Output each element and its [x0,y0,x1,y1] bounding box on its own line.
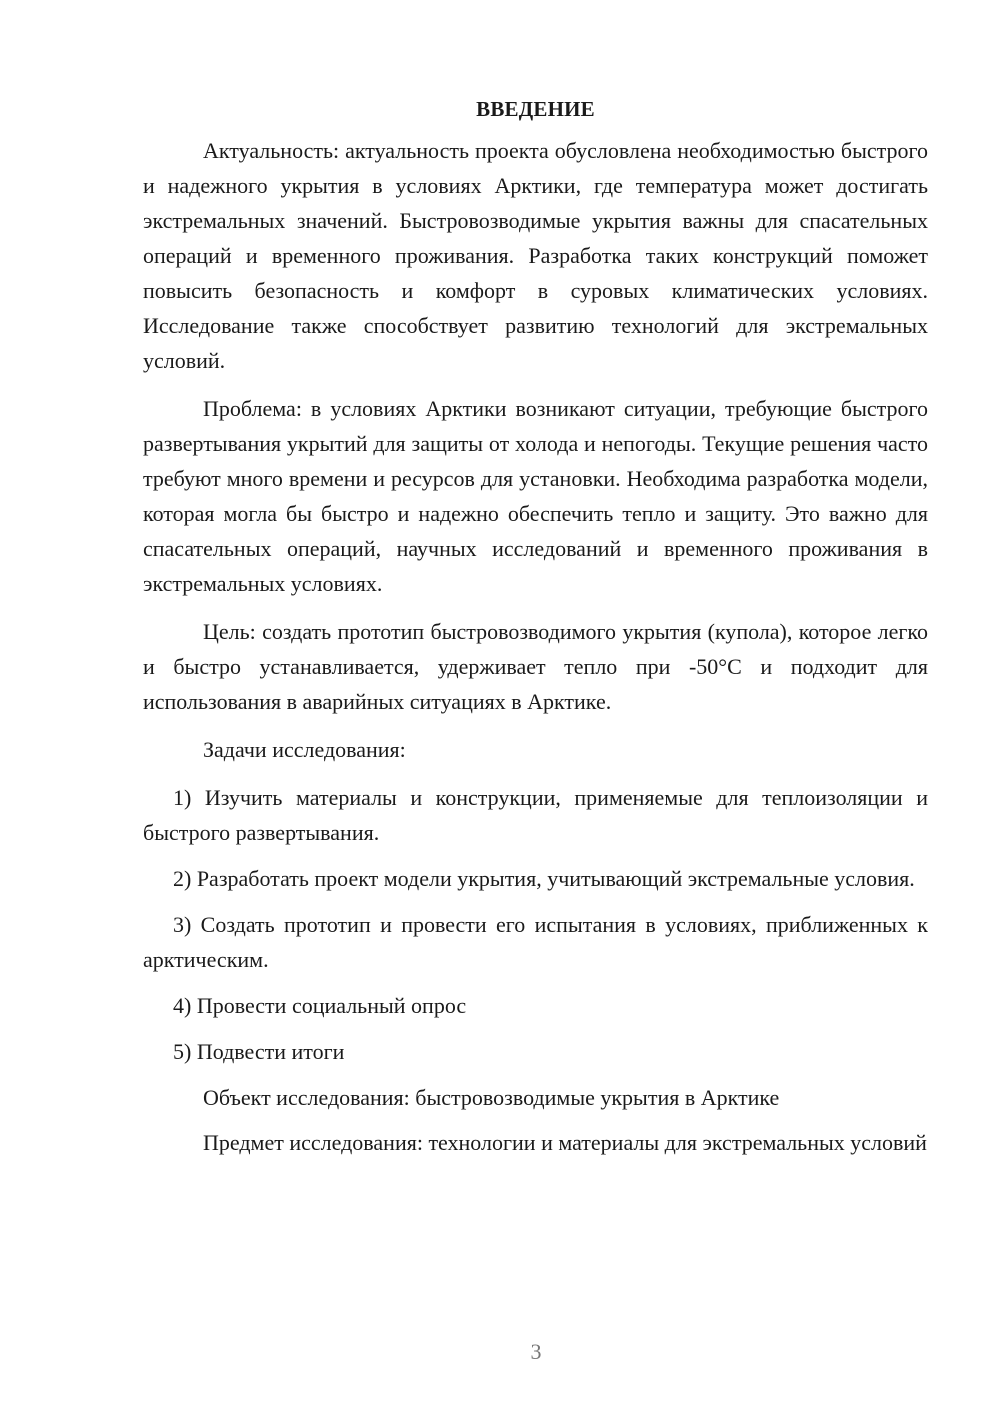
section-title: ВВЕДЕНИЕ [476,97,595,121]
page-number: 3 [530,1339,542,1364]
task-item: 5) Подвести итоги [173,1039,345,1064]
goal-paragraph: Цель: создать прототип быстровозводимого укрытия (купола), которое легко и быстро устанавливается, удерживает тепло при -50°C и подходит для использования в аварийных ситуациях в Арктике. [143,619,928,714]
task-item: 3) Создать прототип и провести его испытания в условиях, приближенных к арктическим. [143,912,928,972]
tasks-heading: Задачи исследования: [203,737,406,762]
object-paragraph: Объект исследования: быстровозводимые укрытия в Арктике [203,1085,780,1110]
task-item: 1) Изучить материалы и конструкции, применяемые для теплоизоляции и быстрого развертывания. [143,785,928,845]
problem-paragraph: Проблема: в условиях Арктики возникают ситуации, требующие быстрого развертывания укрытий для защиты от холода и непогоды. Текущие решения часто требуют много времени и ресурсов для установки. Необходима разработка модели, которая могла бы быстро и надежно обеспечить тепло и защиту. Это важно для спасательных операций, научных исследований и временного проживания в экстремальных условиях. [143,396,928,596]
task-item: 4) Провести социальный опрос [173,993,467,1018]
page-content [143,92,928,1173]
relevance-paragraph: Актуальность: актуальность проекта обусловлена необходимостью быстрого и надежного укрытия в условиях Арктики, где температура может достигать экстремальных значений. Быстровозводимые укрытия важны для спасательных операций и временного проживания. Разработка таких конструкций поможет повысить безопасность и комфорт в суровых климатических условиях. Исследование также способствует развитию технологий для экстремальных условий. [143,138,928,373]
subject-paragraph: Предмет исследования: технологии и материалы для экстремальных условий [203,1130,927,1155]
task-item: 2) Разработать проект модели укрытия, учитывающий экстремальные условия. [173,866,915,891]
